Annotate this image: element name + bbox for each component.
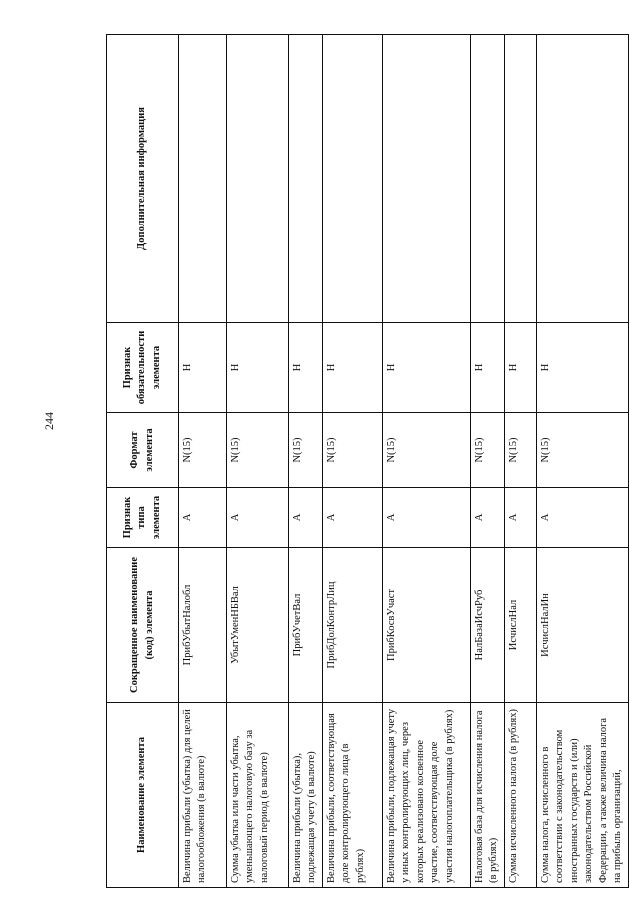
- rotated-table-container: [106, 35, 624, 888]
- cell-format: N(15): [536, 413, 628, 488]
- table-row: [536, 35, 628, 888]
- cell-code: НалБазаИсчРуб: [471, 548, 505, 703]
- cell-required: Н: [227, 323, 289, 413]
- cell-type: А: [471, 488, 505, 548]
- cell-info: [383, 35, 471, 323]
- cell-required: Н: [504, 323, 536, 413]
- cell-name: Сумма исчисленного налога (в рублях): [504, 703, 536, 888]
- cell-format: N(15): [179, 413, 227, 488]
- cell-format: N(15): [504, 413, 536, 488]
- cell-required: Н: [471, 323, 505, 413]
- cell-format: N(15): [227, 413, 289, 488]
- cell-format: N(15): [383, 413, 471, 488]
- header-info: Дополнительная информация: [107, 35, 179, 323]
- cell-type: А: [504, 488, 536, 548]
- header-format: Формат элемента: [107, 413, 179, 488]
- elements-table: [106, 34, 629, 888]
- header-type: Признак типа элемента: [107, 488, 179, 548]
- page-number: 244: [42, 412, 56, 430]
- cell-type: А: [536, 488, 628, 548]
- cell-type: А: [179, 488, 227, 548]
- cell-required: Н: [323, 323, 383, 413]
- table-row: [504, 35, 536, 888]
- cell-type: А: [289, 488, 323, 548]
- cell-code: УбытУменНБВал: [227, 548, 289, 703]
- cell-code: ПрибУбытНалобл: [179, 548, 227, 703]
- cell-required: Н: [289, 323, 323, 413]
- cell-info: [471, 35, 505, 323]
- table-row: [323, 35, 383, 888]
- cell-name: Сумма убытка или части убытка, уменьшающего налоговую базу за налоговый период (в валюте): [227, 703, 289, 888]
- cell-info: [179, 35, 227, 323]
- cell-name: Сумма налога, исчисленного в соответствии с законодательством иностранных государств и (или) законодательством Российской Федерации, а также величина налога на прибыль организаций,: [536, 703, 628, 888]
- cell-code: ПрибКосвУчаст: [383, 548, 471, 703]
- cell-name: Величина прибыли (убытка) для целей налогообложения (в валюте): [179, 703, 227, 888]
- cell-info: [504, 35, 536, 323]
- table-header-row: [107, 35, 179, 888]
- cell-required: Н: [179, 323, 227, 413]
- cell-required: Н: [536, 323, 628, 413]
- cell-code: ИсчислНалИн: [536, 548, 628, 703]
- cell-info: [323, 35, 383, 323]
- cell-format: N(15): [323, 413, 383, 488]
- cell-name: Величина прибыли, соответствующая доле контролирующего лица (в рублях): [323, 703, 383, 888]
- cell-code: ИсчислНал: [504, 548, 536, 703]
- cell-type: А: [383, 488, 471, 548]
- cell-code: ПрибУчетВал: [289, 548, 323, 703]
- header-code: Сокращенное наименование (код) элемента: [107, 548, 179, 703]
- header-name: Наименование элемента: [107, 703, 179, 888]
- cell-required: Н: [383, 323, 471, 413]
- cell-name: Налоговая база для исчисления налога (в рублях): [471, 703, 505, 888]
- cell-format: N(15): [289, 413, 323, 488]
- cell-type: А: [323, 488, 383, 548]
- header-required: Признак обязательности элемента: [107, 323, 179, 413]
- table-row: [383, 35, 471, 888]
- cell-type: А: [227, 488, 289, 548]
- table-row: [227, 35, 289, 888]
- table-row: [179, 35, 227, 888]
- table-row: [289, 35, 323, 888]
- cell-info: [289, 35, 323, 323]
- cell-name: Величина прибыли (убытка), подлежащая учету (в валюте): [289, 703, 323, 888]
- cell-format: N(15): [471, 413, 505, 488]
- table-row: [471, 35, 505, 888]
- cell-info: [227, 35, 289, 323]
- cell-name: Величина прибыли, подлежащая учету у иных контролирующих лиц, через которых реализовано косвенное участие, соответствующая доле участия налогоплательщика (в рублях): [383, 703, 471, 888]
- cell-info: [536, 35, 628, 323]
- cell-code: ПрибДолКонтрЛиц: [323, 548, 383, 703]
